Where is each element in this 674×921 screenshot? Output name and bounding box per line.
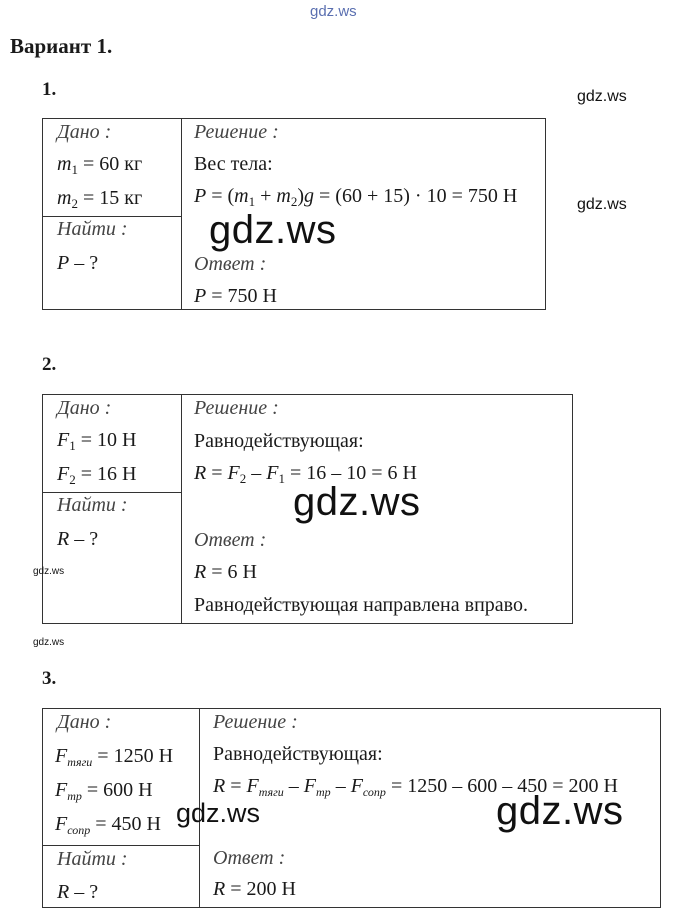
problem-number: 2. [42, 354, 57, 375]
find-label: Найти : [57, 494, 128, 516]
find-label: Найти : [57, 218, 128, 240]
watermark: gdz.ws [293, 480, 421, 524]
page-title: Вариант 1. [10, 34, 113, 58]
answer-label: Ответ : [194, 253, 267, 275]
watermark: gdz.ws [33, 637, 65, 648]
watermark: gdz.ws [577, 196, 627, 213]
given-value: $F_1 = 10$ Н [57, 429, 137, 453]
answer-value: R = 200 Н [213, 878, 296, 900]
given-label: Дано : [57, 397, 112, 419]
watermark: gdz.ws [176, 798, 261, 828]
watermark: gdz.ws [310, 3, 357, 20]
watermark: gdz.ws [577, 88, 627, 105]
given-label: Дано : [57, 711, 112, 733]
watermark: gdz.ws [33, 566, 65, 577]
solution-line: Равнодействующая: [194, 430, 364, 452]
given-label: Дано : [57, 121, 112, 143]
find-value: R – ? [57, 881, 99, 903]
watermark: gdz.ws [209, 208, 337, 252]
problem-number: 1. [42, 79, 57, 100]
solution-label: Решение : [213, 711, 298, 733]
given-value: $F_{тр} = 600$ Н [55, 779, 153, 803]
find-value: R – ? [57, 528, 99, 550]
given-value: $m_1 = 60$ кг [57, 153, 143, 177]
solution-formula: $P = (m_1 + m_2)g = (60 + 15) \cdot 10 = 750$ Н [194, 185, 518, 209]
answer-note: Равнодействующая направлена вправо. [194, 594, 528, 616]
answer-label: Ответ : [194, 529, 267, 551]
solution-label: Решение : [194, 397, 279, 419]
solution-line: Равнодействующая: [213, 743, 383, 765]
given-value: $F_2 = 16$ Н [57, 463, 137, 487]
solution-formula: $R = F_{тяги} - F_{тр} - F_{сопр} = 1250 - 600 - 450 = 200$ Н [213, 775, 618, 799]
find-label: Найти : [57, 848, 128, 870]
solution-label: Решение : [194, 121, 279, 143]
problem-number: 3. [42, 668, 57, 689]
given-value: $m_2 = 15$ кг [57, 187, 143, 211]
answer-value: R = 6 Н [194, 561, 257, 583]
answer-value: P = 750 Н [194, 285, 277, 307]
given-value: $F_{сопр} = 450$ Н [55, 813, 161, 837]
given-value: $F_{тяги} = 1250$ Н [55, 745, 174, 769]
solution-line: Вес тела: [194, 153, 273, 175]
watermark: gdz.ws [496, 789, 624, 833]
find-value: P – ? [57, 252, 99, 274]
answer-label: Ответ : [213, 847, 286, 869]
solution-formula: $R = F_2 - F_1 = 16 - 10 = 6$ Н [194, 462, 417, 486]
